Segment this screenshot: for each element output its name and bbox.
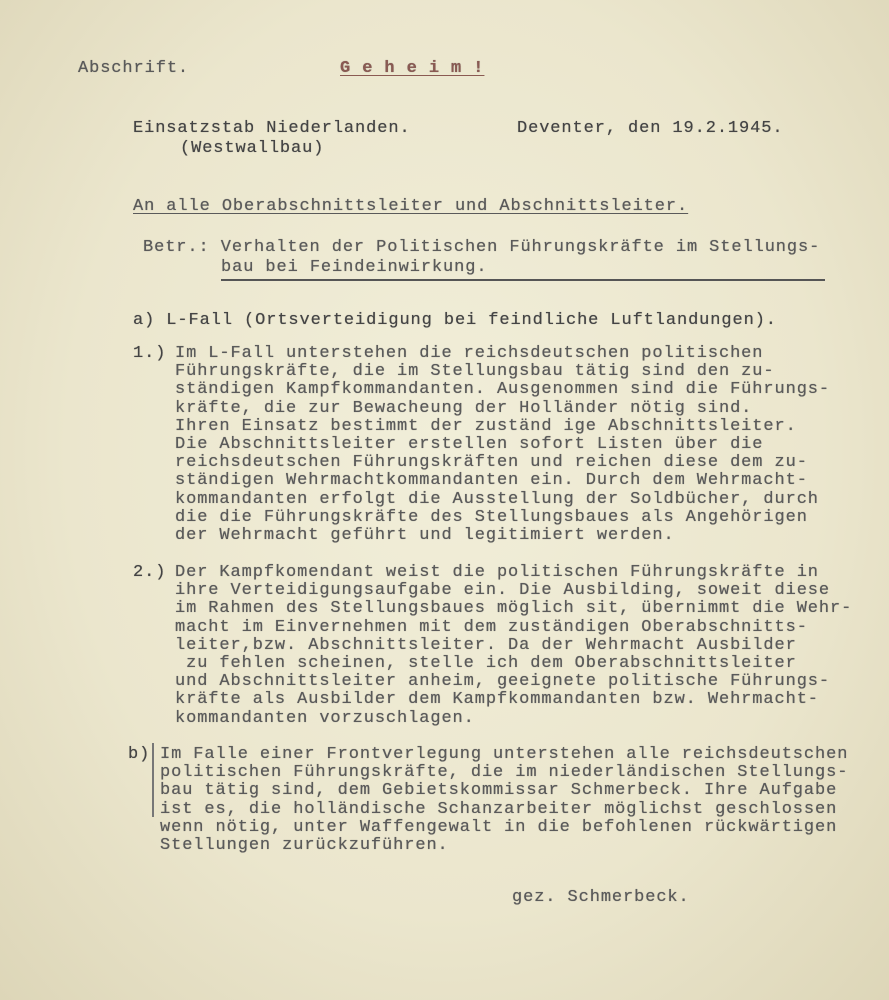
- text-line: bau tätig sind, dem Gebietskommissar Schmerbeck. Ihre Aufgabe: [160, 781, 838, 801]
- text-line: kräfte, die zur Bewacheung der Holländer nötig sind.: [175, 398, 753, 418]
- text-line: Stellungen zurückzuführen.: [160, 835, 449, 855]
- text-line: die die Führungskräfte des Stellungsbaues als Angehörigen: [175, 507, 808, 527]
- sender-sub: (Westwallbau): [180, 139, 325, 158]
- section-a-heading: a) L-Fall (Ortsverteidigung bei feindliche Luftlandungen).: [133, 311, 777, 330]
- item-2-number: 2.): [133, 563, 167, 582]
- section-b-label: b): [128, 745, 151, 764]
- text-line: ständigen Kampfkommandanten. Ausgenommen sind die Führungs-: [175, 380, 830, 400]
- text-line: Die Abschnittsleiter erstellen sofort Listen über die: [175, 434, 764, 454]
- item-1-number: 1.): [133, 344, 167, 363]
- text-line: wenn nötig, unter Waffengewalt in die befohlenen rückwärtigen: [160, 817, 838, 837]
- text-line: der Wehrmacht geführt und legitimiert werden.: [175, 525, 675, 545]
- margin-mark: [152, 743, 154, 817]
- item-1-text: [175, 345, 830, 545]
- subject-line-1: Betr.: Verhalten der Politischen Führungskräfte im Stellungs-: [143, 238, 821, 257]
- signature: gez. Schmerbeck.: [512, 888, 690, 907]
- text-line: kräfte als Ausbilder dem Kampfkommandanten bzw. Wehrmacht-: [175, 690, 819, 710]
- text-line: ständigen Wehrmachtkommandanten ein. Durch dem Wehrmacht-: [175, 471, 808, 491]
- text-line: kommandanten erfolgt die Ausstellung der Soldbücher, durch: [175, 489, 819, 509]
- text-line: ihre Verteidigungsaufgabe ein. Die Ausbilding, soweit diese: [175, 581, 830, 601]
- text-line: Der Kampfkomendant weist die politischen Führungskräfte in: [175, 563, 819, 582]
- text-line: politischen Führungskräfte, die im niederländischen Stellungs-: [160, 763, 849, 783]
- text-line: kommandanten vorzuschlagen.: [175, 708, 475, 728]
- copy-label: Abschrift.: [78, 59, 190, 78]
- addressee: An alle Oberabschnittsleiter und Abschnittsleiter.: [133, 197, 689, 216]
- text-line: und Abschnittsleiter anheim, geeignete politische Führungs-: [175, 672, 830, 692]
- text-line: ist es, die holländische Schanzarbeiter möglichst geschlossen: [160, 799, 838, 819]
- text-line: im Rahmen des Stellungsbaues möglich sit, übernimmt die Wehr-: [175, 599, 853, 619]
- sender: Einsatzstab Niederlanden.: [133, 119, 411, 138]
- subject-line-2: bau bei Feindeinwirkung.: [221, 258, 488, 277]
- text-line: Führungskräfte, die im Stellungsbau tätig sind den zu-: [175, 362, 775, 382]
- text-line: macht im Einvernehmen mit dem zuständigen Oberabschnitts-: [175, 617, 808, 637]
- subject-underline: [221, 279, 825, 281]
- text-line: zu fehlen scheinen, stelle ich dem Oberabschnittsleiter: [175, 653, 797, 673]
- text-line: Ihren Einsatz bestimmt der zuständ ige Abschnittsleiter.: [175, 416, 797, 436]
- text-line: Im L-Fall unterstehen die reichsdeutschen politischen: [175, 344, 764, 363]
- text-line: Im Falle einer Frontverlegung unterstehen alle reichsdeutschen: [160, 745, 849, 764]
- text-line: leiter,bzw. Abschnittsleiter. Da der Wehrmacht Ausbilder: [175, 635, 797, 655]
- place-date: Deventer, den 19.2.1945.: [517, 119, 784, 138]
- text-line: reichsdeutschen Führungskräften und reichen diese dem zu-: [175, 453, 808, 473]
- section-b-text: [160, 746, 848, 855]
- item-2-text: [175, 564, 852, 728]
- classification-mark: G e h e i m !: [340, 59, 485, 78]
